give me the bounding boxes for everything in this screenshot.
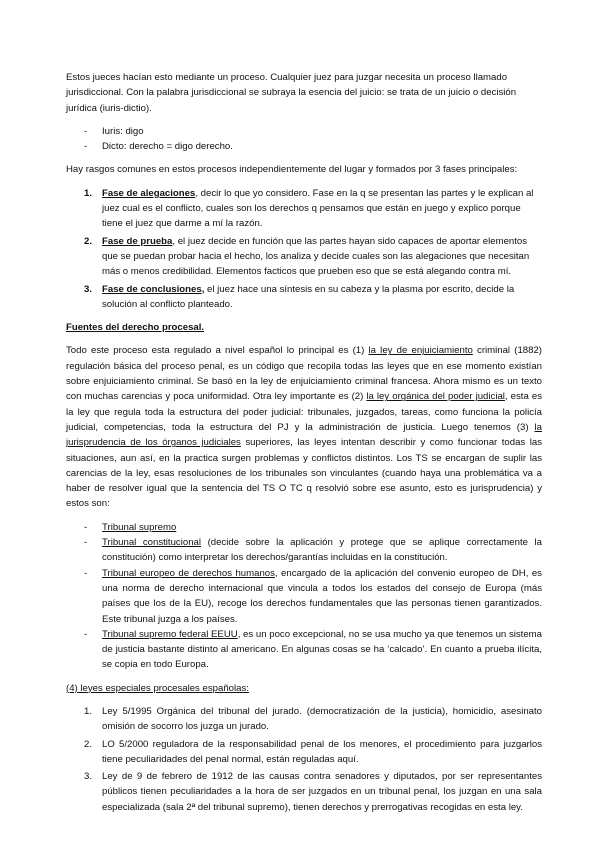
tribunal-item <box>66 566 542 627</box>
phase-number: 2. <box>84 235 93 247</box>
section-heading: (4) leyes especiales procesales españolas: <box>66 682 249 694</box>
text-run: , esta es la ley que regula toda la estructura del poder judicial: tribunales, juzgados, tareas, como funciona la policía judicial, competencias, toda la estructura del PJ y la administración de justicia. Luego tenemos (3) <box>66 391 542 433</box>
law-number: 1. <box>84 705 93 717</box>
phase-title: Fase de alegaciones <box>102 187 196 199</box>
phase-number: 3. <box>84 283 93 295</box>
text-run: superiores, las leyes intentan describir y como funcionar todas las situaciones, aun así, en la practica surgen problemas y conflictos distintos. Los TS se encargan de suplir las carencias de la ley, esas resoluciones de los tribunales son vinculantes (cuando haya una problemática va a haber de resolver igual que la sentencia del TS O TC q resolvió sobre ese asunto, esto es jurisprudencia) y estos son: <box>66 437 542 510</box>
tribunal-name: Tribunal europeo de derechos humanos <box>102 567 275 579</box>
laws-list <box>66 704 542 815</box>
law-number: 2. <box>84 738 93 750</box>
tribunal-text: (decide sobre la aplicación y protege que se aplique correctamente la constitución) como interpretar los derechos/garantías incluidas en la constitución. <box>102 537 542 564</box>
text-run: Todo este proceso esta regulado a nivel español lo principal es (1) <box>66 345 369 357</box>
phase-text: , decir lo que yo considero. Fase en la q se presentan las partes y le explican al juez cual es el conflicto, cuales son los derechos q pensamos que están en juego y explico porque tiene el juez que darme a mí la razón. <box>102 187 534 230</box>
tribunal-text: , encargado de la aplicación del convenio europeo de DH, es una norma de derecho internacional que vincula a todos los estados del consejo de Europa (más países que los de la EU), recoge los derechos fundamentales que las personas tienen garantizados. Este tribunal juzga a los países. <box>102 567 542 625</box>
law-text: LO 5/2000 reguladora de la responsabilidad penal de los menores, el procedimiento para juzgarlos tiene peculiaridades del penal normal, están reguladas aquí. <box>102 738 542 765</box>
tribunal-item <box>66 627 542 673</box>
law-text: Ley de 9 de febrero de 1912 de las causas contra senadores y diputados, por ser representantes públicos tienen peculiaridades a la hora de ser juzgados en un tribunal penal, los juzgan en una sala especializada (sala 2ª del tribunal supremo), tienen derechos y prerrogativas recogidas en esta ley. <box>102 771 542 813</box>
intro-paragraph: Estos jueces hacían esto mediante un proceso. Cualquier juez para juzgar necesita un proceso llamado jurisdiccional. Con la palabra jurisdiccional se subraya la esencia del juicio: se trata de un juicio o decisión jurídica (iuris-dictio). <box>66 72 517 114</box>
tribunal-name: Tribunal supremo federal EEUU <box>102 628 238 640</box>
law-reference: la ley orgánica del poder judicial <box>366 391 505 403</box>
section-heading: Fuentes del derecho procesal. <box>66 322 205 334</box>
tribunal-text: , es un poco excepcional, no se usa mucho ya que tenemos un sistema de justicia bastante distinto al americano. En algunas cosas se ha ‘calcado’. En cuanto a prueba ilícita, se copia en todo Europa. <box>102 628 543 671</box>
phase-item <box>66 234 542 280</box>
law-reference: la ley de enjuiciamiento <box>368 345 473 357</box>
law-item <box>66 769 542 815</box>
law-item <box>66 704 542 735</box>
phase-title: Fase de prueba <box>102 235 173 247</box>
phase-item <box>66 186 542 232</box>
phases-list <box>66 186 542 312</box>
law-text: Ley 5/1995 Orgánica del tribunal del jurado. (democratización de la justicia), homicidio, asesinato omisión de socorro los juzga un jurado. <box>102 705 542 733</box>
phase-text: , el juez decide en función que las partes hayan sido capaces de aportar elementos que se puedan probar hacia el hecho, los analiza y decide cuales son las alegaciones que necesitan más o menos credibilidad. Elementos facticos que prueben eso que se está alegando contra mí. <box>102 235 530 278</box>
phase-number: 1. <box>84 187 93 199</box>
tribunals-list <box>66 520 542 673</box>
phase-text: el juez hace una síntesis en su cabeza y la plasma por escrito, decide la solución al conflicto planteado. <box>102 283 515 310</box>
law-reference: la jurisprudencia de los órganos judiciales <box>66 421 542 449</box>
document-page <box>66 70 542 823</box>
phase-title: Fase de conclusiones, <box>102 283 205 295</box>
list-item: - Iuris: digo <box>66 124 542 139</box>
list-item: - Dicto: derecho = digo derecho. <box>66 139 542 154</box>
law-number: 3. <box>84 771 93 783</box>
phases-intro-paragraph: Hay rasgos comunes en estos procesos independientemente del lugar y formados por 3 fases principales: <box>66 164 518 176</box>
etymology-list <box>66 124 542 155</box>
phase-item <box>66 282 542 313</box>
law-item <box>66 737 542 768</box>
tribunal-item <box>66 520 542 535</box>
tribunal-name: Tribunal supremo <box>102 521 177 533</box>
text-run: criminal (1882) regulación básica del proceso penal, es un código que recopila todas las leyes que en ese momento existían sobre enjuiciamiento criminal. Se basó en la ley de enjuiciamiento criminal francesa. Ahora mismo es un texto con muchas carencias y poca uniformidad. Otra ley importante es (2) <box>66 345 542 403</box>
tribunal-name: Tribunal constitucional <box>102 537 201 549</box>
tribunal-item <box>66 535 542 566</box>
fuentes-paragraph <box>66 343 542 511</box>
